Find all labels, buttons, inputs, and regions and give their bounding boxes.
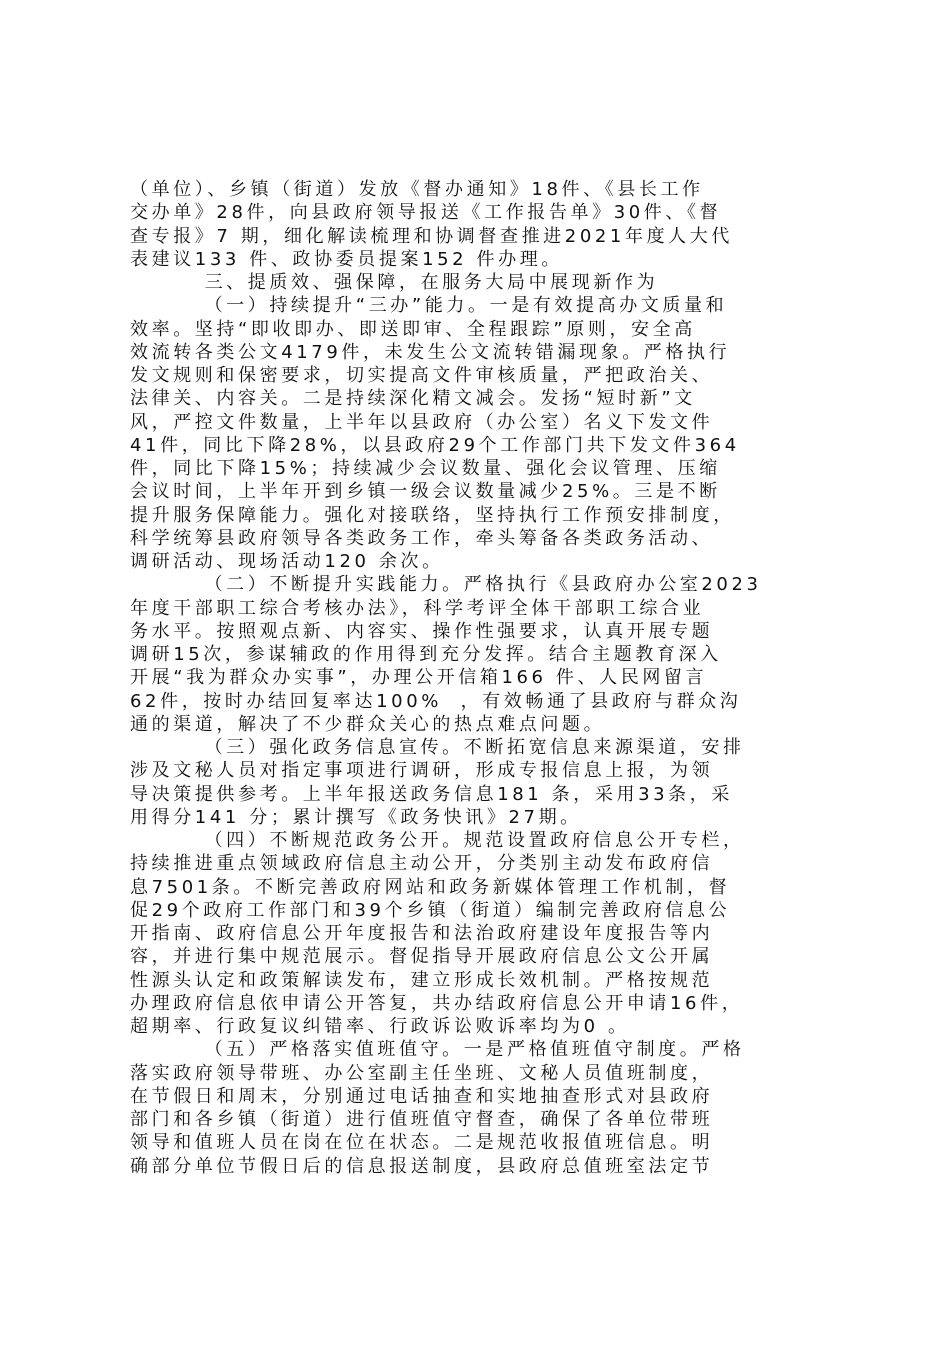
text-line: 效率。坚持“即收即办、即送即审、全程跟踪”原则，安全高	[130, 318, 696, 340]
text-line: 交办单》28件，向县政府领导报送《工作报告单》30件、《督	[130, 202, 722, 224]
text-line: 查专报》7 期，细化解读梳理和协调督查推进2021年度人大代	[130, 225, 733, 247]
text-line: 年度干部职工综合考核办法》，科学考评全体干部职工综合业	[130, 597, 705, 619]
text-line: 持续推进重点领域政府信息主动公开，分类别主动发布政府信	[130, 853, 714, 875]
text-line: （四）不断规范政务公开。规范设置政府信息公开专栏，	[130, 830, 745, 851]
text-line: 会议时间，上半年开到乡镇一级会议数量减少25%。三是不断	[130, 481, 721, 503]
text-line: （单位）、乡镇（街道）发放《督办通知》18件、《县长工作	[130, 179, 704, 200]
text-line: 息7501条。不断完善政府网站和政务新媒体管理工作机制，督	[130, 876, 731, 898]
text-line: 超期率、行政复议纠错率、行政诉讼败诉率均为0 。	[130, 1016, 630, 1037]
text-line: 导决策提供参考。上半年报送政务信息181 条，采用33条，采	[130, 783, 733, 805]
text-line: 表建议133 件、政协委员提案152 件办理。	[130, 248, 563, 270]
text-line: 务水平。按照观点新、内容实、操作性强要求，认真开展专题	[130, 620, 714, 642]
text-line: 部门和各乡镇（街道）进行值班值守督查，确保了各单位带班	[130, 1109, 714, 1130]
text-line: （一）持续提升“三办”能力。一是有效提高办文质量和	[130, 295, 728, 317]
text-line: 开指南、政府信息公开年度报告和法治政府建设年度报告等内	[130, 923, 714, 944]
body-text	[130, 178, 830, 1178]
text-line: 提升服务保障能力。强化对接联络，坚持执行工作预安排制度，	[130, 504, 735, 526]
text-line: 促29个政府工作部门和39个乡镇（街道）编制完善政府信息公	[130, 899, 731, 921]
text-line: 科学统筹县政府领导各类政务工作，牵头筹备各类政务活动、	[130, 527, 714, 549]
text-line: 办理政府信息依申请公开答复，共办结政府信息公开申请16件，	[130, 992, 744, 1014]
text-line: （五）严格落实值班值守。一是严格值班值守制度。严格	[130, 1039, 745, 1061]
text-line: 法律关、内容关。二是持续深化精文减会。发扬“短时新”文	[130, 388, 696, 410]
text-line: 三、提质效、强保障，在服务大局中展现新作为	[130, 272, 659, 293]
text-line: 通的渠道，解决了不少群众关心的热点难点问题。	[130, 713, 606, 735]
text-line: 涉及文秘人员对指定事项进行调研，形成专报信息上报，为领	[130, 760, 714, 782]
text-line: 容，并进行集中规范展示。督促指导开展政府信息公文公开属	[130, 946, 714, 968]
text-line: 件，同比下降15%；持续减少会议数量、强化会议管理、压缩	[130, 458, 721, 479]
text-line: （三）强化政务信息宣传。不断拓宽信息来源渠道，安排	[130, 737, 745, 758]
text-line: 调研15次，参谋辅政的作用得到充分发挥。结合主题教育深入	[130, 644, 722, 665]
text-line: 性源头认定和政策解读发布，建立形成长效机制。严格按规范	[130, 969, 714, 991]
text-line: 调研活动、现场活动120 余次。	[130, 551, 444, 572]
text-line: 开展“我为群众办实事”，办理公开信箱166 件、人民网留言	[130, 667, 708, 689]
text-line: 在节假日和周末，分别通过电话抽查和实地抽查形式对县政府	[130, 1085, 714, 1107]
text-line: 62件，按时办结回复率达100% ，有效畅通了县政府与群众沟	[130, 690, 742, 712]
text-line: （二）不断提升实践能力。严格执行《县政府办公室2023	[130, 574, 762, 596]
text-line: 发文规则和保密要求，切实提高文件审核质量，严把政治关、	[130, 365, 714, 386]
text-line: 领导和值班人员在岗在位在状态。二是规范收报值班信息。明	[130, 1132, 714, 1154]
text-line: 确部分单位节假日后的信息报送制度，县政府总值班室法定节	[130, 1155, 714, 1177]
text-line: 效流转各类公文4179件，未发生公文流转错漏现象。严格执行	[130, 341, 731, 363]
text-line: 41件，同比下降28%，以县政府29个工作部门共下发文件364	[130, 434, 740, 456]
text-line: 风，严控文件数量，上半年以县政府（办公室）名义下发文件	[130, 411, 714, 433]
text-line: 用得分141 分；累计撰写《政务快讯》27期。	[130, 806, 582, 828]
text-line: 落实政府领导带班、办公室副主任坐班、文秘人员值班制度，	[130, 1062, 714, 1084]
